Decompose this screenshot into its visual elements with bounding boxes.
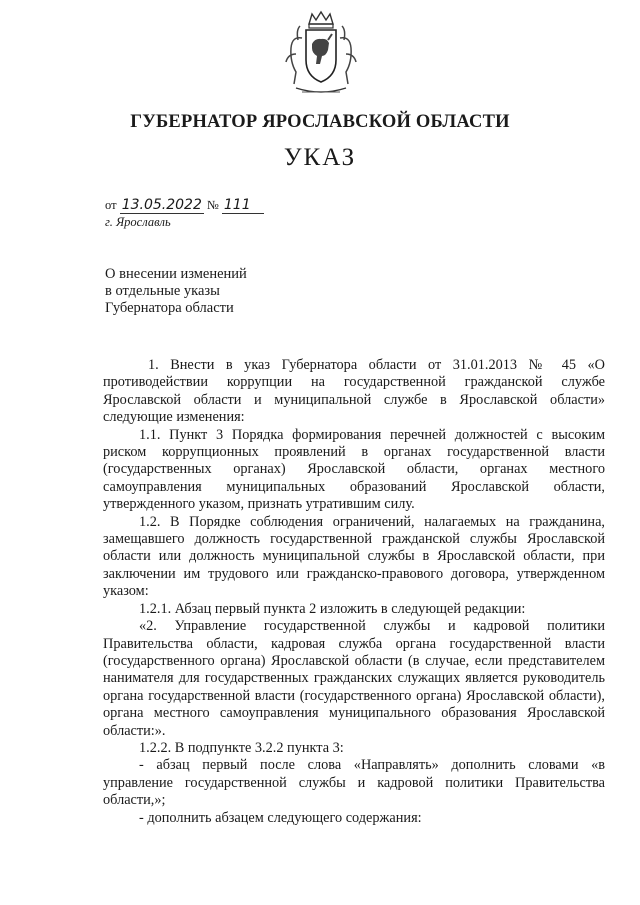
paragraph: 1.1. Пункт 3 Порядка формирования перечней должностей с высоким риском коррупционных проявлений в органах государственной власти (государственных органах) Ярославской области, органах местного самоуправления муниципальных образований Ярославской области, утвержденного указом, признать утратившим силу. [103,426,605,513]
document-type-title: УКАЗ [283,144,357,171]
subject-line: в отдельные указы [105,283,220,299]
paragraph: 1. Внести в указ Губернатора области от 31.01.2013 № 45 «О противодействии коррупции на государственной гражданской службе Ярославской области и муниципальной службе в Ярославской области» следующие изменения: [103,357,605,426]
coat-of-arms-emblem [282,10,360,100]
document-subject [105,266,247,317]
paragraph: - дополнить абзацем следующего содержания: [139,809,422,826]
document-body [103,357,605,827]
document-meta [105,197,264,230]
subject-line: О внесении изменений [105,266,247,282]
paragraph: 1.2.2. В подпункте 3.2.2 пункта 3: [139,739,344,756]
date-prefix: от [105,198,117,212]
paragraph: - абзац первый после слова «Направлять» дополнить словами «в управление государственной службы и кадровой политики Правительства области,»; [103,757,605,809]
city: г. Ярославль [105,215,171,229]
paragraph: 1.2. В Порядке соблюдения ограничений, налагаемых на гражданина, замещавшего должность государственной гражданской службы Ярославской области или должность муниципальной службы в Ярославской области, при заключении им трудового или гражданско-правового договора, утвержденном указом: [103,513,605,600]
paragraph: 1.2.1. Абзац первый пункта 2 изложить в следующей редакции: [139,600,526,617]
document-number: 111 [222,197,264,214]
number-prefix: № [206,198,219,212]
subject-line: Губернатора области [105,300,234,316]
document-date: 13.05.2022 [121,197,202,213]
issuing-authority: ГУБЕРНАТОР ЯРОСЛАВСКОЙ ОБЛАСТИ [130,112,510,132]
paragraph: «2. Управление государственной службы и кадровой политики Правительства области, кадровая служба органа государственной власти (государственного органа) Ярославской области (в случае, если представителем нанимателя для государственных гражданских служащих является руководитель органа государственной власти (государственного органа) Ярославской области), органа местного самоуправления муниципального образования Ярославской области:». [103,618,605,739]
